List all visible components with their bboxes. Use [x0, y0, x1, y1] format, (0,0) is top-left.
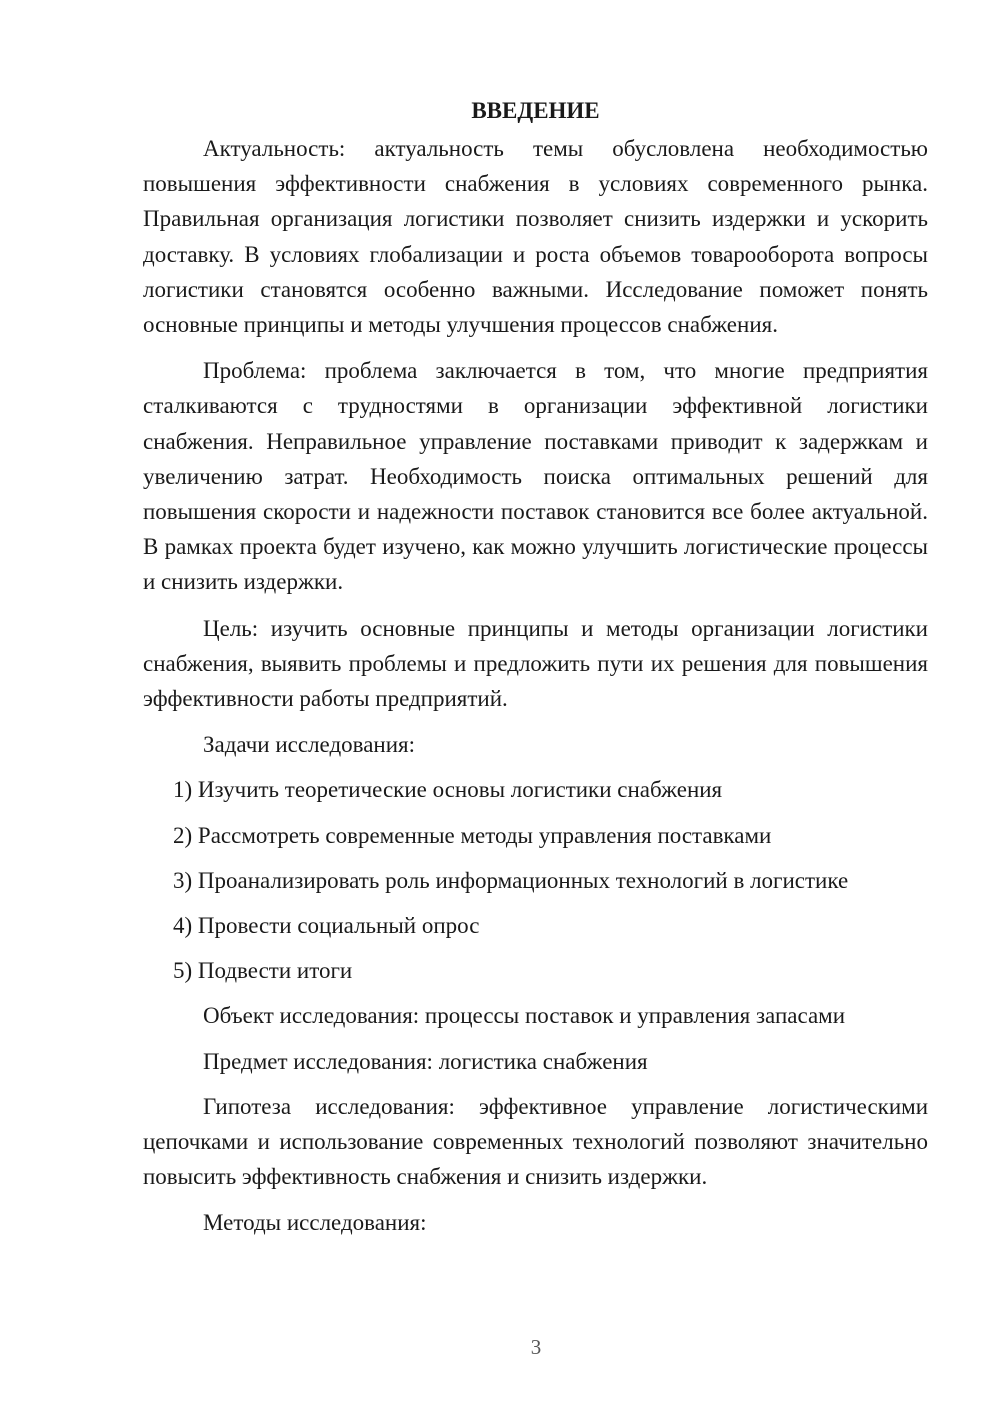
- list-item: 1) Изучить теоретические основы логистики снабжения: [173, 777, 723, 803]
- document-page: [143, 96, 928, 1251]
- list-item: 5) Подвести итоги: [173, 958, 353, 984]
- list-item: 3) Проанализировать роль информационных технологий в логистике: [173, 867, 849, 893]
- tasks-list: [143, 772, 928, 988]
- goal-paragraph: Цель: изучить основные принципы и методы организации логистики снабжения, выявить проблемы и предложить пути их решения для повышения эффективности работы предприятий.: [143, 615, 928, 712]
- methods-heading: Методы исследования:: [203, 1210, 427, 1236]
- relevance-paragraph: Актуальность: актуальность темы обусловлена необходимостью повышения эффективности снабжения в условиях современного рынка. Правильная организация логистики позволяет снизить издержки и ускорить доставку. В условиях глобализации и роста объемов товарооборота вопросы логистики становятся особенно важными. Исследование поможет понять основные принципы и методы улучшения процессов снабжения.: [143, 136, 928, 338]
- page-title: ВВЕДЕНИЕ: [471, 98, 600, 123]
- object-line: Объект исследования: процессы поставок и управления запасами: [203, 1003, 846, 1029]
- hypothesis-paragraph: Гипотеза исследования: эффективное управление логистическими цепочками и использование современных технологий позволяют значительно повысить эффективность снабжения и снизить издержки.: [143, 1093, 928, 1190]
- problem-paragraph: Проблема: проблема заключается в том, что многие предприятия сталкиваются с трудностями в организации эффективной логистики снабжения. Неправильное управление поставками приводит к задержкам и увеличению затрат. Необходимость поиска оптимальных решений для повышения скорости и надежности поставок становится все более актуальной. В рамках проекта будет изучено, как можно улучшить логистические процессы и снизить издержки.: [143, 358, 928, 595]
- tasks-heading: Задачи исследования:: [203, 732, 416, 758]
- list-item: 4) Провести социальный опрос: [173, 913, 480, 939]
- page-number: 3: [530, 1335, 542, 1359]
- list-item: 2) Рассмотреть современные методы управления поставками: [173, 822, 772, 848]
- subject-line: Предмет исследования: логистика снабжения: [203, 1048, 648, 1074]
